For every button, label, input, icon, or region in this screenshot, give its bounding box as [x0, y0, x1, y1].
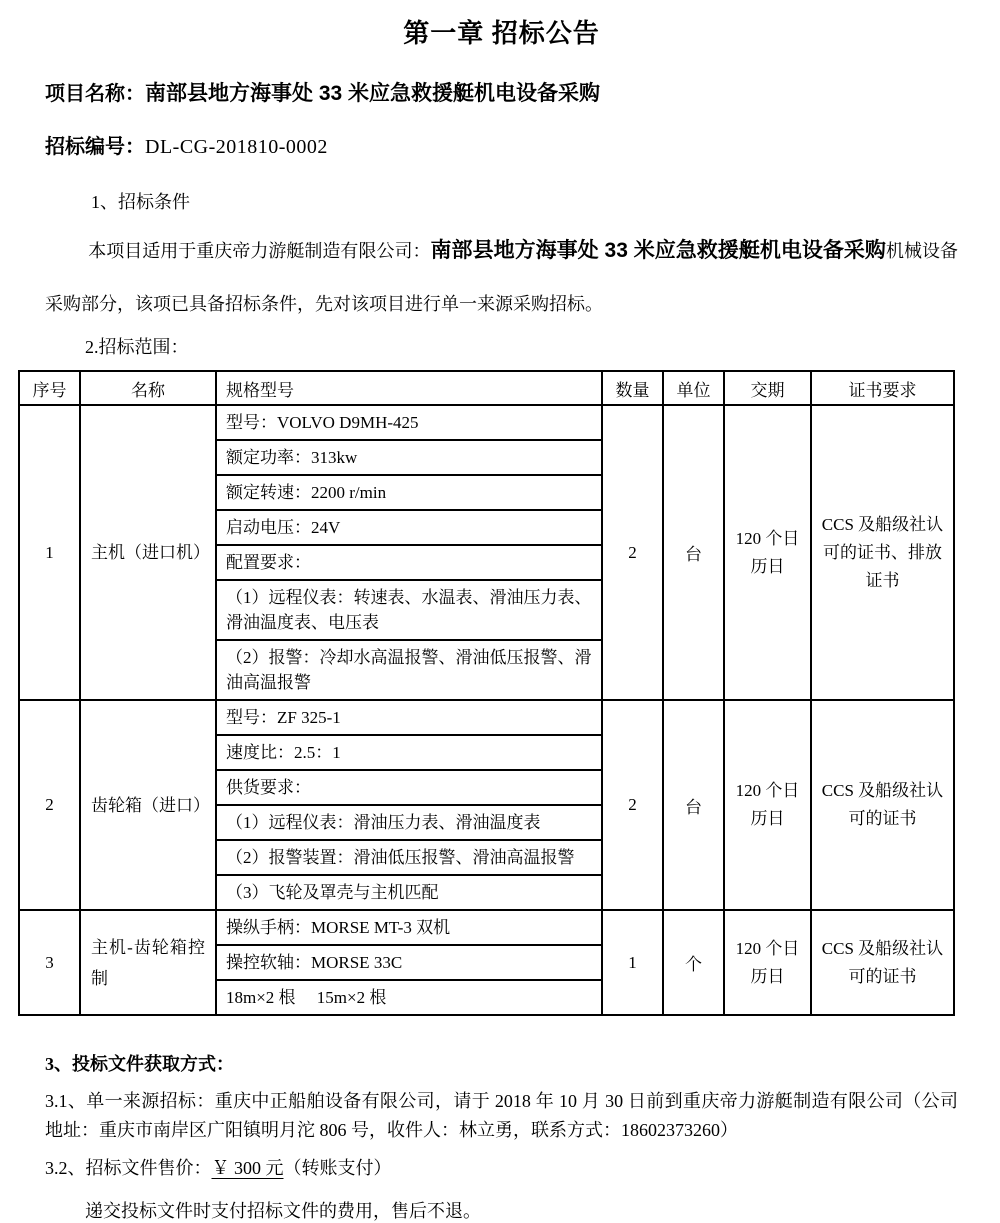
section2-heading: 2.招标范围：: [85, 337, 189, 357]
table-header-row: [19, 371, 954, 405]
spec-cell: （2）报警装置：滑油低压报警、滑油高温报警: [216, 840, 602, 875]
spec-cell: 速度比：2.5：1: [216, 735, 602, 770]
project-name-label: 项目名称：: [45, 83, 145, 105]
section1-paragraph-lead: 本项目适用于重庆帝力游艇制造有限公司：: [88, 241, 431, 261]
section3-item-3-2: [45, 1154, 958, 1180]
tender-number-value: DL-CG-201810-0002: [145, 136, 328, 158]
spec-cell: 型号：VOLVO D9MH-425: [216, 405, 602, 440]
price-value: ￥ 300 元: [211, 1158, 284, 1178]
table-head: [19, 371, 954, 405]
project-name-value: 南部县地方海事处 33 米应急救援艇机电设备采购: [145, 82, 601, 105]
certificate-cell: CCS 及船级社认可的证书、排放证书: [811, 405, 954, 700]
table-header-cell: 交期: [724, 371, 811, 405]
seq-cell: 2: [19, 700, 80, 910]
table-row: [19, 910, 954, 945]
spec-cell: 配置要求：: [216, 545, 602, 580]
tender-scope-table-wrapper: [18, 370, 958, 1016]
section1-heading: 1、招标条件: [91, 192, 190, 212]
spec-cell: 额定功率：313kw: [216, 440, 602, 475]
project-name-line: [45, 77, 958, 107]
spec-cell: （3）飞轮及罩壳与主机匹配: [216, 875, 602, 910]
quantity-cell: 2: [602, 700, 663, 910]
section3-item-3-1: 3.1、单一来源招标：重庆中正船舶设备有限公司，请于 2018 年 10 月 30 日前到重庆帝力游艇制造有限公司（公司地址：重庆市南岸区广阳镇明月沱 806 号，收件人：林立勇，联系方式：18602373260）: [45, 1091, 958, 1140]
quantity-cell: 2: [602, 405, 663, 700]
table-header-cell: 名称: [80, 371, 216, 405]
spec-cell: （2）报警：冷却水高温报警、滑油低压报警、滑油高温报警: [216, 640, 602, 700]
name-cell: 主机（进口机）: [80, 405, 216, 700]
section1-paragraph-tail: 机械设备采购部分，该项已具备招标条件，先对该项目进行单一来源采购招标。: [45, 241, 959, 314]
seq-cell: 1: [19, 405, 80, 700]
price-suffix: （转账支付）: [283, 1158, 392, 1178]
table-header-cell: 数量: [602, 371, 663, 405]
table-header-cell: 证书要求: [811, 371, 954, 405]
spec-cell: 型号：ZF 325-1: [216, 700, 602, 735]
section3-heading: 3、投标文件获取方式：: [45, 1054, 234, 1074]
spec-cell: 启动电压：24V: [216, 510, 602, 545]
price-label: 3.2、招标文件售价：: [45, 1158, 212, 1178]
unit-cell: 台: [663, 405, 724, 700]
spec-cell: 操纵手柄：MORSE MT-3 双机: [216, 910, 602, 945]
spec-cell: 额定转速：2200 r/min: [216, 475, 602, 510]
table-body: [19, 405, 954, 1015]
tender-number-label: 招标编号：: [45, 136, 145, 158]
seq-cell: 3: [19, 910, 80, 1015]
table-header-cell: 单位: [663, 371, 724, 405]
section1-paragraph-bold: 南部县地方海事处 33 米应急救援艇机电设备采购: [430, 239, 886, 262]
quantity-cell: 1: [602, 910, 663, 1015]
spec-cell: 供货要求：: [216, 770, 602, 805]
certificate-cell: CCS 及船级社认可的证书: [811, 700, 954, 910]
delivery-cell: 120 个日历日: [724, 405, 811, 700]
table-row: [19, 405, 954, 440]
name-cell: 主机-齿轮箱控制: [80, 910, 216, 1015]
delivery-cell: 120 个日历日: [724, 700, 811, 910]
spec-cell: 操控软轴：MORSE 33C: [216, 945, 602, 980]
tender-number-line: [45, 130, 958, 159]
tender-scope-table: [18, 370, 955, 1016]
certificate-cell: CCS 及船级社认可的证书: [811, 910, 954, 1015]
section3-note: 递交投标文件时支付招标文件的费用，售后不退。: [85, 1201, 481, 1221]
spec-cell: （1）远程仪表：滑油压力表、滑油温度表: [216, 805, 602, 840]
page-title: 第一章 招标公告: [403, 19, 600, 48]
table-header-cell: 序号: [19, 371, 80, 405]
unit-cell: 台: [663, 700, 724, 910]
table-header-cell: 规格型号: [216, 371, 602, 405]
unit-cell: 个: [663, 910, 724, 1015]
delivery-cell: 120 个日历日: [724, 910, 811, 1015]
document-page: [0, 13, 1000, 1223]
spec-cell: （1）远程仪表：转速表、水温表、滑油压力表、滑油温度表、电压表: [216, 580, 602, 640]
table-row: [19, 700, 954, 735]
spec-cell: 18m×2 根 15m×2 根: [216, 980, 602, 1015]
section1-paragraph: [45, 224, 958, 331]
name-cell: 齿轮箱（进口）: [80, 700, 216, 910]
